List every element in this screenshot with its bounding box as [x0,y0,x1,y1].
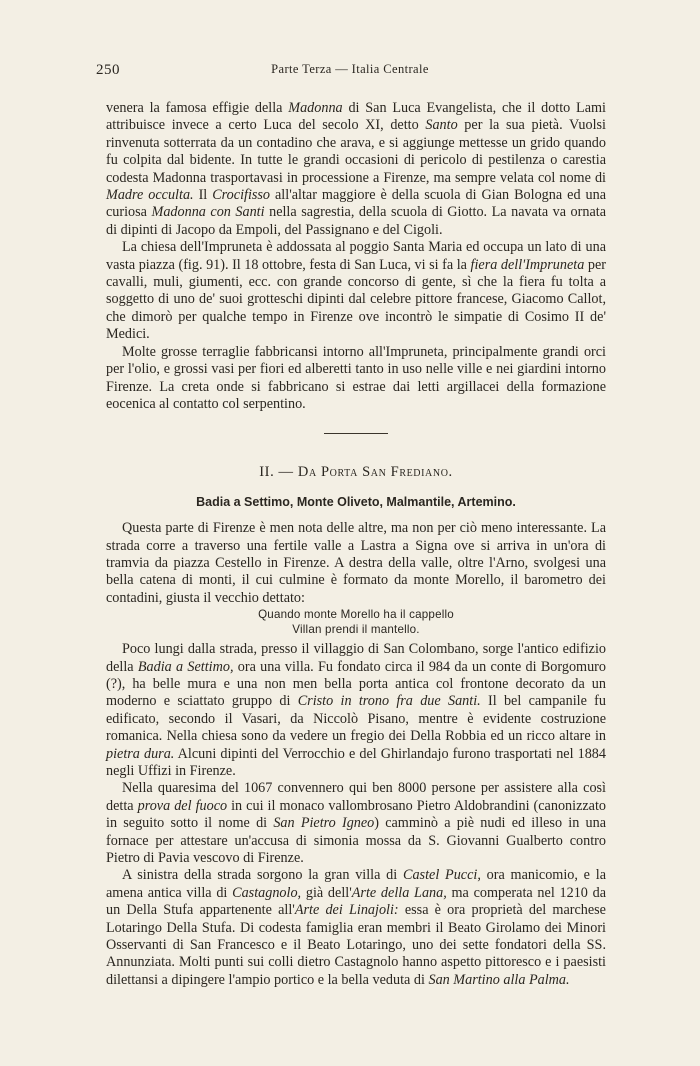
paragraph-porta-san-frediano: Questa parte di Firenze è men nota delle altre, ma non per ciò meno interessante. La strada corre a traverso una fertile valle a Lastra a Signa ove si arriva in un'ora di tramvia da piazza Cestello in Firenze. A destra della valle, oltre l'Arno, svolgesi una bella catena di monti, il cui culmine è formato da monte Morello, il barometro dei contadini, giusta il vecchio dettato: [106,520,606,606]
verse-line-2: Villan prendi il mantello. [292,623,420,637]
paragraph-castel-pucci: A sinistra della strada sorgono la gran villa di Castel Pucci, ora manicomio, e la amena antica villa di Castagnolo, già dell'Arte della Lana, ma comperata nel 1210 da un Della Stufa appartenente all'Arte dei Linajoli: essa è ora proprietà del marchese Lotaringo Della Stufa. Di codesta famiglia eran membri il Beato Girolamo dei Minori Osservanti di San Francesco e il Beato Lotaringo, uno dei sette fondatori della SS. Annunziata. Molti punti sui colli dietro Castagnolo hanno aspetto pittoresco e i paesisti dilettansi a dipingere l'ampio portico e la bella veduta di San Martino alla Palma. [106,867,607,988]
paragraph-badia-settimo: Poco lungi dalla strada, presso il villaggio di San Colombano, sorge l'antico edifizio della Badia a Settimo, ora una villa. Fu fondato circa il 984 da un conte di Borgomuro (?), ha belle mura e una non men bella porta antica col frontone decorato da un moderno e sciattato gruppo di Cristo in trono fra due Santi. Il bel campanile fu edificato, secondo il Vasari, da Niccolò Pisano, mentre è evidente costruzione romanica. Nella chiesa sono da vedere un fregio dei Della Robbia ed un ricco altare in pietra dura. Alcuni dipinti del Verrocchio e del Ghirlandajo furono trasportati nel 1884 negli Uffizi in Firenze. [106,641,606,779]
paragraph-terraglie: Molte grosse terraglie fabbricansi intorno all'Impruneta, principalmente grandi orci per l'olio, e grossi vasi per fiori ed alberetti tanto in uso nelle ville e nei giardini intorno Firenze. La creta onde si fabbricano si estrae dai letti argillacei della formazione eocenica al contatto col serpentino. [106,343,606,412]
paragraph-prova-del-fuoco: Nella quaresima del 1067 convennero qui ben 8000 persone per assistere alla così detta prova del fuoco in cui il monaco vallombrosano Pietro Aldobrandini (canonizzato in seguito sotto il nome di San Pietro Igneo) camminò a piè nudi ed illeso in una fornace per attestare un'accusa di simonia mossa da S. Giovanni Gualberto contro Pietro di Pavia vescovo di Firenze. [106,780,607,867]
body-text [106,100,606,989]
running-head [96,62,604,82]
section-divider [324,433,388,434]
paragraph-impruneta-church: La chiesa dell'Impruneta è addossata al poggio Santa Maria ed occupa un lato di una vasta piazza (fig. 91). Il 18 ottobre, festa di San Luca, vi si fa la fiera dell'Impruneta per cavalli, muli, giumenti, ecc. con grande concorso di gente, sì che la fiera fu tolta a soggetto di uno de' suoi grotteschi dipinti dal celebre pittore francese, Giacomo Callot, che dimorò per qualche tempo in Firenze ove incontrò le simpatie di Cosimo II de' Medici. [106,239,606,343]
page-number: 250 [96,62,120,78]
verse-line-1: Quando monte Morello ha il cappello [258,608,454,622]
paragraph-madonna: venera la famosa effigie della Madonna di San Luca Evangelista, che il dotto Lami attribuisce invece a certo Luca del secolo XI, detto Santo per la sua pietà. Vuolsi rinvenuta sotterrata da un contadino che arava, e si aggiunge mettesse un grido quando fu colpita dal bidente. In tutte le grandi occasioni di pericolo di pestilenza o carestia codesta Madonna trasportavasi in processione a Firenze, ma sempre velata col nome di Madre occulta. Il Crocifisso all'altar maggiore è della scuola di Gian Bologna ed una curiosa Madonna con Santi nella sagrestia, della scuola di Giotto. La navata va ornata di dipinti di Jacopo da Empoli, del Passignano e del Cigoli. [106,100,607,238]
proverb-verse [106,607,606,637]
section-heading: II. — Da Porta San Frediano. [259,464,453,481]
section-subtitle: Badia a Settimo, Monte Oliveto, Malmantile, Artemino. [196,494,516,509]
running-title: Parte Terza — Italia Centrale [271,62,429,76]
